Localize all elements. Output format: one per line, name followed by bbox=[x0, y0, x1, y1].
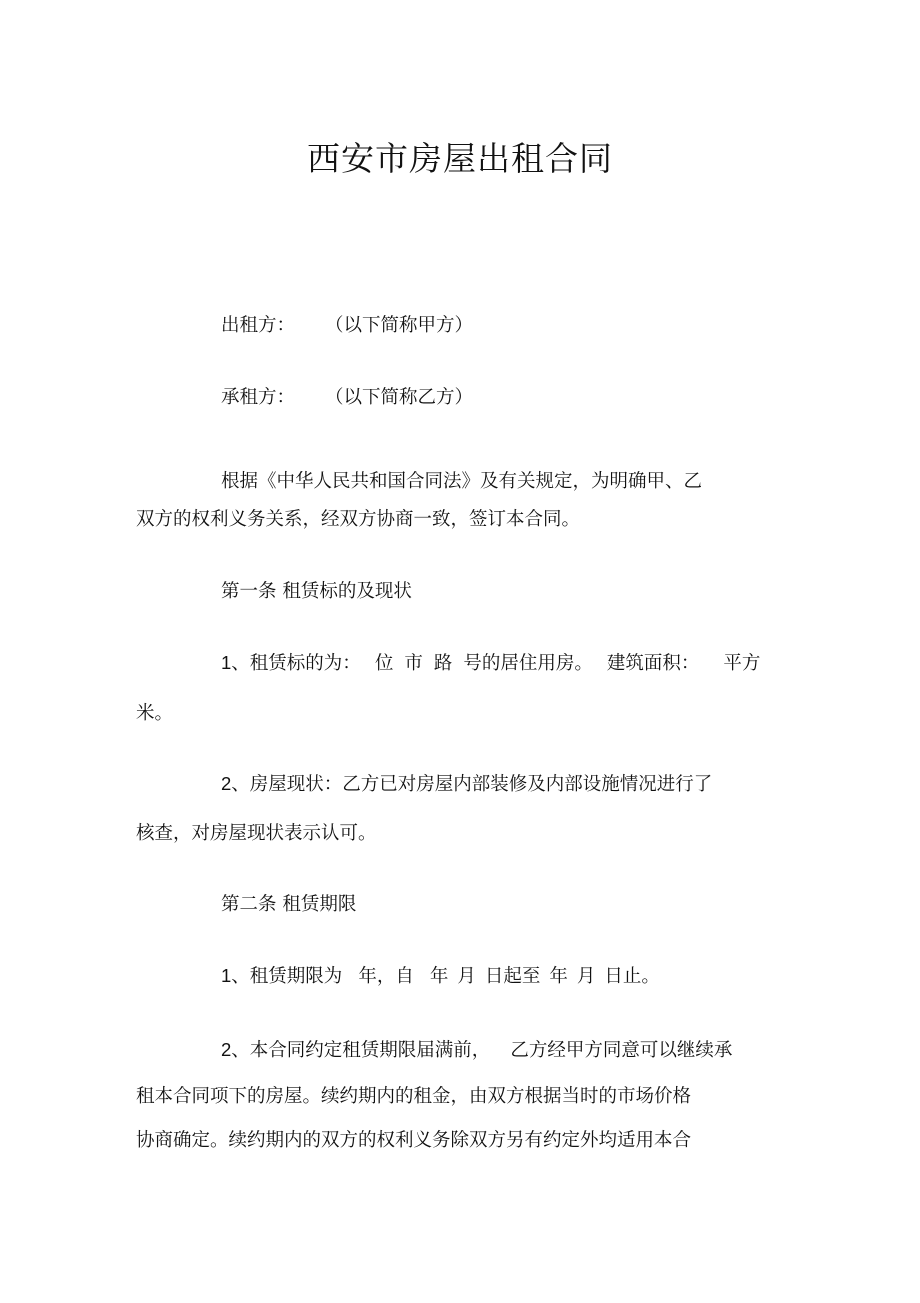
preamble-line-1: 根据《中华人民共和国合同法》及有关规定，为明确甲、乙 bbox=[221, 471, 703, 492]
blank-word: 路 bbox=[433, 653, 453, 674]
item-text: 建筑面积： bbox=[606, 653, 700, 674]
item-text: 年 bbox=[429, 966, 449, 987]
article-1-item-2 bbox=[221, 772, 712, 797]
page-title: 西安市房屋出租合同 bbox=[307, 139, 613, 178]
item-text: 、房屋现状：乙方已对房屋内部装修及内部设施情况进行了 bbox=[231, 774, 713, 795]
item-number: 2 bbox=[221, 773, 232, 794]
article-1-heading: 第一条 租赁标的及现状 bbox=[221, 581, 412, 602]
item-number: 2 bbox=[221, 1039, 232, 1060]
lessor-line bbox=[221, 314, 473, 338]
item-text: 年 bbox=[549, 966, 568, 987]
item-number: 1 bbox=[221, 652, 232, 673]
lessor-label: 出租方： bbox=[221, 315, 296, 336]
article-2-heading: 第二条 租赁期限 bbox=[221, 894, 357, 915]
article-1-item-2-cont: 核查，对房屋现状表示认可。 bbox=[136, 823, 377, 844]
item-text: 号的居住用房。 bbox=[463, 653, 593, 674]
article-1-item-1 bbox=[221, 651, 760, 676]
item-text: 年，自 bbox=[358, 966, 414, 987]
item-text: 月 bbox=[457, 966, 476, 987]
item-number: 1 bbox=[221, 965, 232, 986]
item-text: 月 bbox=[576, 966, 596, 987]
article-2-item-1 bbox=[221, 964, 660, 989]
lessee-label: 承租方： bbox=[221, 387, 296, 408]
lessor-note: （以下简称甲方） bbox=[325, 315, 474, 336]
item-text: 日起至 bbox=[484, 966, 541, 987]
item-text: 、租赁标的为： bbox=[231, 653, 361, 674]
blank-word: 市 bbox=[404, 653, 423, 674]
lessee-line bbox=[221, 386, 473, 410]
item-text: 、租赁期限为 bbox=[231, 966, 343, 987]
article-2-item-2 bbox=[221, 1038, 732, 1063]
article-2-item-2-line-2: 租本合同项下的房屋。续约期内的租金，由双方根据当时的市场价格 bbox=[136, 1086, 692, 1107]
article-2-item-2-line-3: 协商确定。续约期内的双方的权利义务除双方另有约定外均适用本合 bbox=[136, 1130, 692, 1151]
article-1-item-1-cont: 米。 bbox=[136, 703, 174, 724]
item-text: 乙方经甲方同意可以继续承 bbox=[510, 1040, 733, 1061]
item-text: 日止。 bbox=[604, 966, 660, 987]
blank-word: 位 bbox=[374, 653, 394, 674]
item-text: 平方 bbox=[723, 653, 761, 674]
lessee-note: （以下简称乙方） bbox=[325, 387, 474, 408]
preamble-line-2: 双方的权利义务关系，经双方协商一致，签订本合同。 bbox=[136, 509, 581, 530]
item-text: 、本合同约定租赁期限届满前， bbox=[231, 1040, 491, 1061]
